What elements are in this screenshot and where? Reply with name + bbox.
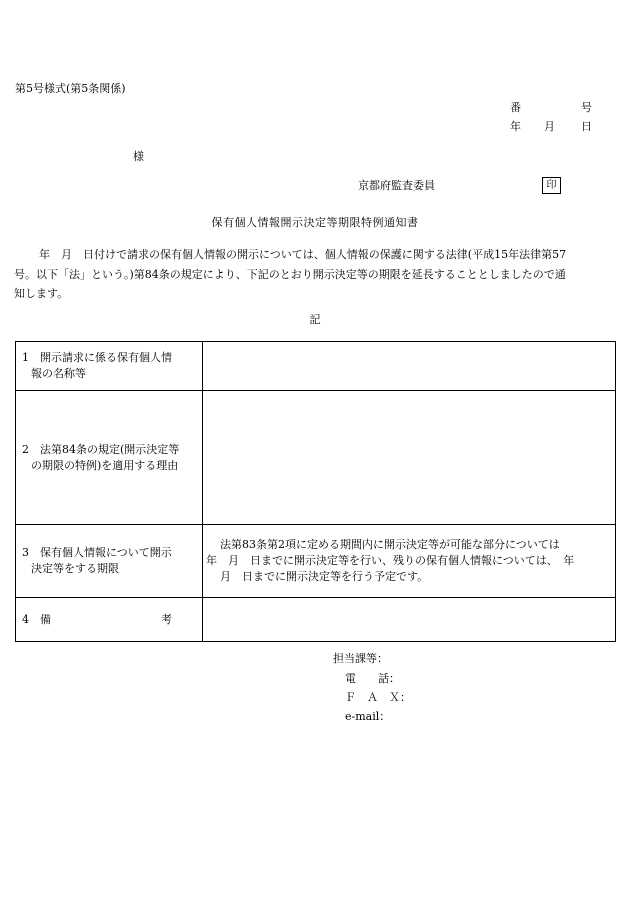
contact-email-label: e-mail：: [345, 710, 391, 723]
table-row: [16, 391, 616, 525]
table-row: [16, 598, 616, 642]
date-month-label: 月: [544, 120, 555, 133]
row-label: [16, 598, 203, 642]
table-row: [16, 342, 616, 391]
document-title: 保有個人情報開示決定等期限特例通知書: [211, 216, 419, 229]
contact-phone-label: 電 話：: [345, 672, 400, 685]
row-value: [203, 342, 616, 391]
ki-heading: 記: [309, 313, 321, 326]
label-line: 4 備: [22, 612, 51, 626]
value-line: 年 月 日までに開示決定等を行い、残りの保有個人情報については、 年: [206, 554, 575, 567]
body-paragraph: [14, 245, 618, 304]
row-label: [16, 525, 203, 598]
issuer-name: 京都府監査委員: [358, 179, 435, 192]
table-row: [16, 525, 616, 598]
value-line: 法第83条第2項に定める期間内に開示決定等が可能な部分については: [209, 538, 560, 551]
label-line: 2 法第84条の規定(開示決定等: [22, 442, 180, 456]
value-line: 月 日までに開示決定等を行う予定です。: [209, 570, 429, 583]
contact-fax-label: Ｆ Ａ Ｘ：: [345, 691, 411, 704]
label-line: 報の名称等: [31, 367, 86, 380]
body-line: 年 月 日付けで請求の保有個人情報の開示については、個人情報の保護に関する法律(平成15年法律第57: [28, 248, 567, 261]
label-line: 1 開示請求に係る保有個人情: [22, 351, 172, 364]
label-line: 決定等をする期限: [31, 562, 119, 575]
row-value: [203, 391, 616, 525]
body-line: 号。以下「法」という。)第84条の規定により、下記のとおり開示決定等の期限を延長することとしましたので通: [14, 267, 566, 281]
row-value: [203, 598, 616, 642]
form-number: 第5号様式(第5条関係): [15, 82, 126, 95]
label-line: の期限の特例)を適用する理由: [31, 458, 179, 472]
label-line: 考: [161, 612, 172, 626]
body-line: 知します。: [14, 287, 69, 300]
row-value: [203, 525, 616, 598]
seal-stamp: 印: [542, 177, 561, 194]
detail-table: [15, 341, 616, 642]
label-line: 3 保有個人情報について開示: [22, 546, 172, 559]
date-year-label: 年: [510, 120, 521, 133]
addressee-honorific: 様: [133, 150, 144, 163]
contact-department-label: 担当課等：: [333, 652, 388, 665]
document-number-suffix: 号: [581, 101, 592, 114]
document-number-label: 番: [510, 101, 521, 114]
date-day-label: 日: [581, 120, 592, 133]
row-label: [16, 391, 203, 525]
row-label: [16, 342, 203, 391]
